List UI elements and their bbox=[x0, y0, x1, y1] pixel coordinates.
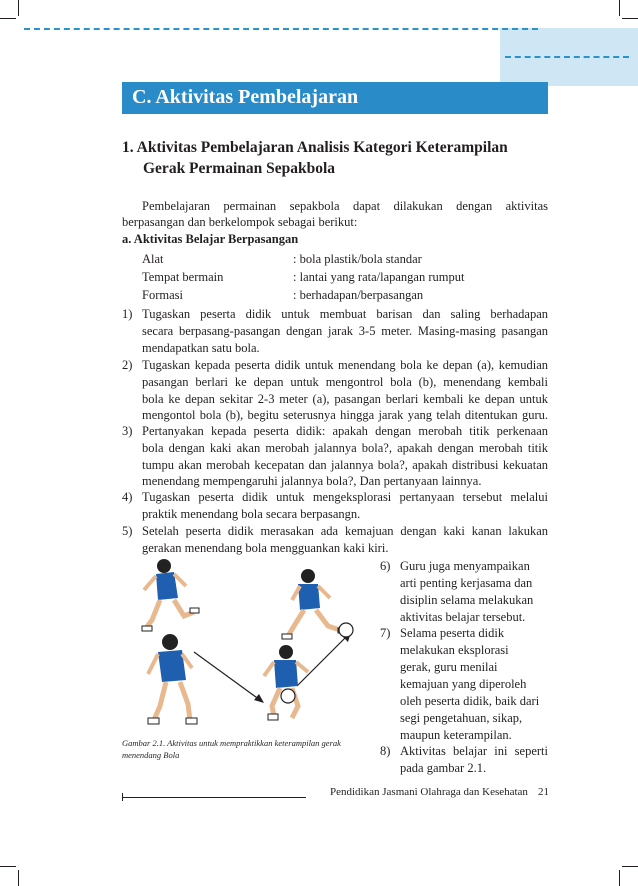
list-line: disiplin selama melakukan bbox=[400, 593, 534, 607]
pass-arrow bbox=[297, 636, 347, 686]
page-number: 21 bbox=[538, 786, 549, 798]
crop-mark bbox=[0, 18, 16, 19]
detail-value: : bola plastik/bola standar bbox=[293, 252, 422, 266]
list-number: 8) bbox=[380, 744, 391, 758]
list-line: menendang mempengaruhi jalannya bola?, Dan pertanyaan lainnya. bbox=[142, 474, 482, 489]
list-line: maupun keterampilan. bbox=[400, 728, 512, 742]
section-title: C. Aktivitas Pembelajaran bbox=[132, 86, 359, 108]
player-figure bbox=[264, 645, 308, 720]
crop-mark bbox=[622, 866, 638, 867]
subheading: a. Aktivitas Belajar Berpasangan bbox=[122, 232, 299, 246]
list-line: tumpu akan merobah kecepatan dan jalannya bola?, apakah distribusi kekuatan bbox=[142, 457, 548, 472]
list-number: 5) bbox=[122, 524, 133, 538]
crop-mark bbox=[619, 0, 620, 16]
list-line: bola dengan kaki akan merobah jalannya bola?, apakah dengan merobah titik bbox=[142, 440, 548, 455]
soccer-ball bbox=[339, 623, 353, 637]
list-line: segi pengetahuan, sikap, bbox=[400, 711, 523, 725]
list-line: Guru juga menyampaikan bbox=[400, 559, 530, 573]
list-line: secara berpasang-pasangan dengan jarak 3-5 meter. Masing-masing pasangan bbox=[142, 323, 548, 338]
list-line: aktivitas belajar tersebut. bbox=[400, 610, 526, 624]
list-number: 6) bbox=[380, 559, 391, 573]
crop-mark bbox=[18, 0, 19, 16]
detail-value: : berhadapan/berpasangan bbox=[293, 288, 424, 302]
list-number: 2) bbox=[122, 358, 133, 372]
list-line: praktik menendang bola secara berpasangn. bbox=[142, 506, 361, 521]
header-dashed-line bbox=[24, 28, 538, 30]
list-line: mengontol bola (b), begitu seterusnya hingga jarak yang telah ditentukan guru. bbox=[142, 408, 548, 423]
list-line: bola ke depan sekitar 2-3 meter (a), pasangan berlari kembali ke depan untuk bbox=[142, 391, 548, 406]
player-figure bbox=[148, 634, 197, 724]
list-number: 3) bbox=[122, 424, 133, 438]
crop-mark bbox=[622, 18, 638, 19]
detail-label: Formasi bbox=[142, 288, 183, 302]
figure-caption-line-2: menendang Bola bbox=[122, 750, 180, 760]
footer-book-title: Pendidikan Jasmani Olahraga dan Kesehatan bbox=[330, 786, 528, 798]
intro-line-2: berpasangan dan berkelompok sebagai berikut: bbox=[122, 215, 358, 229]
heading-line-2: Gerak Permainan Sepakbola bbox=[143, 160, 336, 177]
list-line: Setelah peserta didik merasakan ada kemajuan dengan kaki kanan lakukan bbox=[142, 524, 548, 538]
detail-value: : lantai yang rata/lapangan rumput bbox=[293, 270, 465, 284]
crop-mark bbox=[619, 870, 620, 886]
detail-label: Tempat bermain bbox=[142, 270, 224, 284]
list-line: Selama peserta didik bbox=[400, 626, 505, 640]
list-line: Tugaskan peserta didik untuk mengeksplorasi pertanyaan tersebut melalui bbox=[142, 490, 548, 504]
list-line: melakukan eksplorasi bbox=[400, 643, 509, 657]
list-line: Aktivitas belajar ini seperti bbox=[400, 744, 548, 758]
list-line: arti penting kerjasama dan bbox=[400, 576, 533, 590]
header-band-dashed-line bbox=[505, 56, 629, 58]
section-title-bar bbox=[122, 82, 548, 114]
pass-arrow bbox=[194, 652, 260, 700]
intro-line-1: Pembelajaran permainan sepakbola dapat dilakukan dengan aktivitas bbox=[142, 199, 548, 213]
figure-caption-line-1: Gambar 2.1. Aktivitas untuk mempraktikkan keterampilan gerak bbox=[122, 738, 341, 748]
crop-mark bbox=[18, 870, 19, 886]
list-number: 1) bbox=[122, 307, 133, 321]
list-line: Tugaskan peserta didik untuk membuat barisan dan saling berhadapan bbox=[142, 307, 548, 321]
footer-rule-tick bbox=[122, 793, 123, 801]
soccer-players-illustration bbox=[122, 556, 372, 732]
list-line: oleh peserta didik, baik dari bbox=[400, 694, 540, 708]
list-line: pada gambar 2.1. bbox=[400, 761, 487, 775]
list-line: gerak, guru menilai bbox=[400, 660, 498, 674]
player-figure bbox=[142, 559, 199, 631]
soccer-ball bbox=[281, 689, 295, 703]
list-line: Pertanyakan kepada peserta didik: apakah dengan merobah titik perkenaan bbox=[142, 424, 548, 438]
list-line: Tugaskan kepada peserta didik untuk menendang bola ke depan (a), kemudian bbox=[142, 358, 548, 372]
detail-label: Alat bbox=[142, 252, 164, 266]
list-line: kemajuan yang diperoleh bbox=[400, 677, 527, 691]
crop-mark bbox=[0, 866, 16, 867]
list-line: mendapatkan satu bola. bbox=[142, 340, 260, 355]
list-number: 7) bbox=[380, 626, 391, 640]
footer-rule bbox=[122, 797, 306, 798]
list-number: 4) bbox=[122, 490, 133, 504]
heading-line-1: 1. Aktivitas Pembelajaran Analisis Kategori Keterampilan bbox=[122, 139, 508, 156]
list-line: pasangan berlari ke depan untuk mengontrol bola (b), menendang kembali bbox=[142, 374, 548, 389]
list-line: gerakan menendang bola mengguankan kaki kiri. bbox=[142, 540, 389, 555]
player-figure bbox=[282, 569, 347, 639]
arrow-head bbox=[254, 694, 264, 703]
